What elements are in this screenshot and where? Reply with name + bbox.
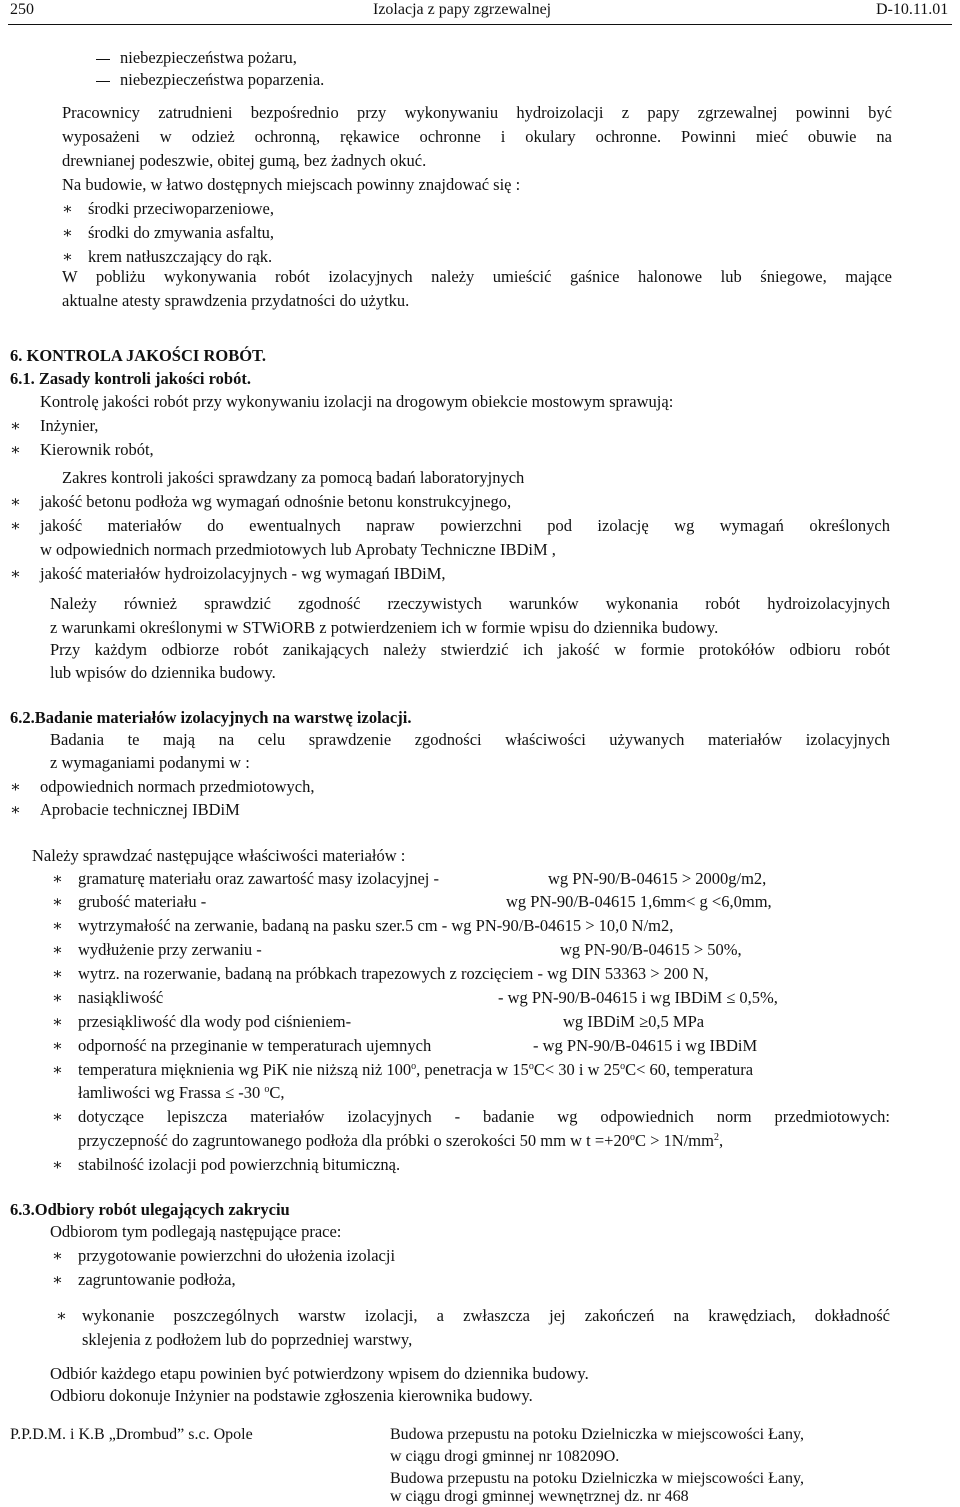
subsection-heading: 6.2.Badanie materiałów izolacyjnych na warstwę izolacji. xyxy=(10,708,412,727)
asterisk-bullet: ∗ xyxy=(52,871,63,888)
list-item: środki przeciwoparzeniowe, xyxy=(88,199,275,218)
header-rule xyxy=(8,24,952,25)
property-item: wydłużenie przy zerwaniu - xyxy=(78,940,262,959)
list-item: jakość materiałów do ewentualnych napraw powierzchni pod izolację wg wymagań określonych xyxy=(40,516,890,535)
list-item: odpowiednich normach przedmiotowych, xyxy=(40,777,315,796)
asterisk-bullet: ∗ xyxy=(52,1248,63,1265)
paragraph-line: z warunkami określonymi w STWiORB z potwierdzeniem ich w formie wpisu do dziennika budowy. xyxy=(50,618,719,637)
asterisk-bullet: ∗ xyxy=(62,249,73,266)
asterisk-bullet: ∗ xyxy=(52,990,63,1007)
asterisk-bullet: ∗ xyxy=(10,442,21,459)
asterisk-bullet: ∗ xyxy=(52,942,63,959)
footer-line: Budowa przepustu na potoku Dzielniczka w miejscowości Łany, xyxy=(390,1426,804,1443)
paragraph-line: Pracownicy zatrudnieni bezpośrednio przy wykonywaniu hydroizolacji z papy zgrzewalnej powinni być xyxy=(62,103,892,122)
hazard-item: niebezpieczeństwa pożaru, xyxy=(96,48,297,68)
asterisk-bullet: ∗ xyxy=(56,1308,67,1325)
list-item: jakość betonu podłoża wg wymagań odnośnie betonu konstrukcyjnego, xyxy=(40,492,512,511)
footer-left: P.P.D.M. i K.B „Drombud” s.c. Opole xyxy=(10,1426,253,1443)
paragraph-line: W pobliżu wykonywania robót izolacyjnych należy umieścić gaśnice halonowe lub śniegowe, mające xyxy=(62,267,892,286)
dash-bullet xyxy=(96,59,110,60)
asterisk-bullet: ∗ xyxy=(52,894,63,911)
paragraph-line: Na budowie, w łatwo dostępnych miejscach powinny znajdować się : xyxy=(62,175,521,194)
paragraph-line: Odbiór każdego etapu powinien być potwierdzony wpisem do dziennika budowy. xyxy=(50,1364,589,1383)
asterisk-bullet: ∗ xyxy=(52,1014,63,1031)
property-norm: wg PN-90/B-04615 > 50%, xyxy=(560,940,742,959)
property-norm: wg IBDiM ≥0,5 MPa xyxy=(563,1012,705,1031)
section-heading: 6. KONTROLA JAKOŚCI ROBÓT. xyxy=(10,346,266,365)
asterisk-bullet: ∗ xyxy=(10,418,21,435)
paragraph-line: Kontrolę jakości robót przy wykonywaniu izolacji na drogowym obiekcie mostowym sprawują: xyxy=(40,392,674,411)
asterisk-bullet: ∗ xyxy=(52,1062,63,1079)
subsection-heading: 6.3.Odbiory robót ulegających zakryciu xyxy=(10,1200,290,1219)
property-item: stabilność izolacji pod powierzchnią bitumiczną. xyxy=(78,1155,401,1174)
hazard-item: niebezpieczeństwa poparzenia. xyxy=(96,70,324,90)
property-item-continuation: łamliwości wg Frassa ≤ -30 $^o$C, xyxy=(78,1083,285,1102)
footer-line: Budowa przepustu na potoku Dzielniczka w miejscowości Łany, xyxy=(390,1470,804,1487)
property-item: temperatura mięknienia wg PiK nie niższą niż 100$^o$, penetracja w $15^oC< 30$ i w $25^oC< 60$, temperatura xyxy=(78,1060,754,1079)
paragraph-line: lub wpisów do dziennika budowy. xyxy=(50,663,276,682)
property-item: grubość materiału - xyxy=(78,892,207,911)
asterisk-bullet: ∗ xyxy=(52,1157,63,1174)
asterisk-bullet: ∗ xyxy=(10,494,21,511)
property-item: wytrzymałość na zerwanie, badaną na pasku szer.5 cm - wg PN-90/B-04615 > 10,0 N/m2, xyxy=(78,916,674,935)
property-item: wytrz. na rozerwanie, badaną na próbkach trapezowych z rozcięciem - wg DIN 53363 > 200 N, xyxy=(78,964,709,983)
list-item: krem natłuszczający do rąk. xyxy=(88,247,273,266)
page-number: 250 xyxy=(10,1,34,18)
dash-bullet xyxy=(96,81,110,82)
paragraph-line: Należy sprawdzać następujące właściwości materiałów : xyxy=(32,846,406,865)
footer-line: w ciągu drogi gminnej nr 108209O. xyxy=(390,1448,620,1465)
asterisk-bullet: ∗ xyxy=(52,1109,63,1126)
asterisk-bullet: ∗ xyxy=(52,1038,63,1055)
asterisk-bullet: ∗ xyxy=(10,802,21,819)
list-item: Kierownik robót, xyxy=(40,440,154,459)
paragraph-line: wyposażeni w odzież ochronną, rękawice ochronne i okulary ochronne. Powinni mieć obuwie na xyxy=(62,127,892,146)
header-code: D-10.11.01 xyxy=(876,1,949,18)
list-item-continuation: sklejenia z podłożem lub do poprzedniej warstwy, xyxy=(82,1330,413,1349)
property-item: gramaturę materiału oraz zawartość masy izolacyjnej - xyxy=(78,869,439,888)
asterisk-bullet: ∗ xyxy=(10,566,21,583)
paragraph-line: Należy również sprawdzić zgodność rzeczywistych warunków wykonania robót hydroizolacyjnych xyxy=(50,594,890,613)
list-item: środki do zmywania asfaltu, xyxy=(88,223,275,242)
paragraph-line: Przy każdym odbiorze robót zanikających należy stwierdzić ich jakość w formie protokółów odbioru robót xyxy=(50,640,890,659)
property-item: dotyczące lepiszcza materiałów izolacyjnych - badanie wg odpowiednich norm przedmiotowych: xyxy=(78,1107,890,1126)
paragraph-line: Odbioru dokonuje Inżynier na podstawie zgłoszenia kierownika budowy. xyxy=(50,1386,533,1405)
asterisk-bullet: ∗ xyxy=(52,918,63,935)
paragraph-line: aktualne atesty sprawdzenia przydatności do użytku. xyxy=(62,291,410,310)
list-item: Inżynier, xyxy=(40,416,99,435)
property-norm: wg PN-90/B-04615 > 2000g/m2, xyxy=(548,869,767,888)
asterisk-bullet: ∗ xyxy=(62,225,73,242)
paragraph-line: Odbiorom tym podlegają następujące prace: xyxy=(50,1222,342,1241)
list-item: jakość materiałów hydroizolacyjnych - wg wymagań IBDiM, xyxy=(40,564,446,583)
list-item: przygotowanie powierzchni do ułożenia izolacji xyxy=(78,1246,396,1265)
subsection-heading: 6.1. Zasady kontroli jakości robót. xyxy=(10,369,251,388)
footer-line: w ciągu drogi gminnej wewnętrznej dz. nr 468 xyxy=(390,1488,689,1505)
header-title: Izolacja z papy zgrzewalnej xyxy=(373,1,552,18)
paragraph-line: drewnianej podeszwie, obitej gumą, bez żadnych okuć. xyxy=(62,151,427,170)
property-item: przesiąkliwość dla wody pod ciśnieniem- xyxy=(78,1012,352,1031)
asterisk-bullet: ∗ xyxy=(62,201,73,218)
property-item-continuation: przyczepność do zagruntowanego podłoża dla próbki o szerokości 50 mm w $t =+20^oC > 1N/mm^2$, xyxy=(78,1131,724,1150)
paragraph-line: z wymaganiami podanymi w : xyxy=(50,753,250,772)
list-item-continuation: w odpowiednich normach przedmiotowych lub Aprobaty Techniczne IBDiM , xyxy=(40,540,556,559)
list-item: wykonanie poszczególnych warstw izolacji, a zwłaszcza jej zakończeń na krawędziach, dokładność xyxy=(82,1306,890,1325)
asterisk-bullet: ∗ xyxy=(52,1272,63,1289)
asterisk-bullet: ∗ xyxy=(10,518,21,535)
paragraph-line: Zakres kontroli jakości sprawdzany za pomocą badań laboratoryjnych xyxy=(62,468,525,487)
property-norm: - wg PN-90/B-04615 i wg IBDiM ≤ 0,5%, xyxy=(498,988,778,1007)
property-item: odporność na przeginanie w temperaturach ujemnych xyxy=(78,1036,432,1055)
list-item: zagruntowanie podłoża, xyxy=(78,1270,236,1289)
property-norm: wg PN-90/B-04615 1,6mm< g <6,0mm, xyxy=(506,892,772,911)
asterisk-bullet: ∗ xyxy=(52,966,63,983)
asterisk-bullet: ∗ xyxy=(10,779,21,796)
list-item: Aprobacie technicznej IBDiM xyxy=(40,800,240,819)
property-norm: - wg PN-90/B-04615 i wg IBDiM xyxy=(533,1036,758,1055)
paragraph-line: Badania te mają na celu sprawdzenie zgodności właściwości używanych materiałów izolacyjnych xyxy=(50,730,890,749)
property-item: nasiąkliwość xyxy=(78,988,164,1007)
